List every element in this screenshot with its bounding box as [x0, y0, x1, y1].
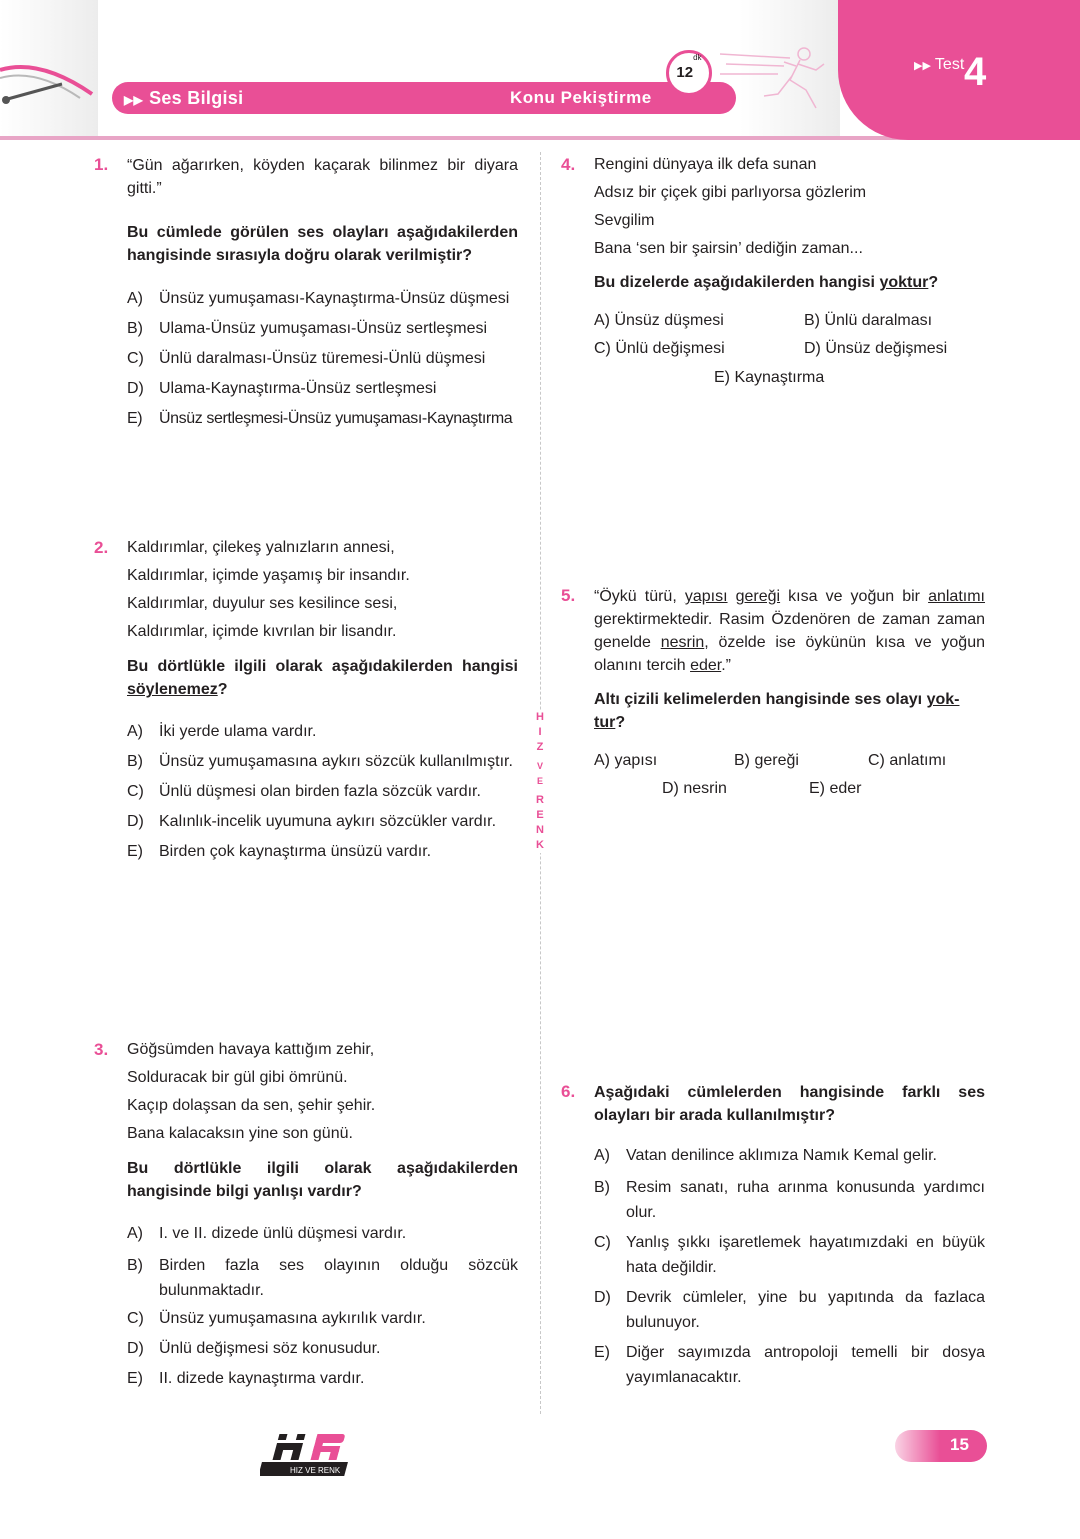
option-text: Birden fazla ses olayının olduğu sözcük bulunmaktadır. [159, 1257, 518, 1299]
speedometer-icon [0, 56, 96, 106]
option-a[interactable] [127, 721, 520, 751]
side-letter: R [536, 794, 544, 806]
page-number: 15 [950, 1435, 969, 1454]
options-list [127, 287, 520, 437]
runner-illustration [720, 34, 830, 114]
question-number: 5. [561, 586, 576, 605]
verse-line: Bana kalacaksın yine son günü. [127, 1125, 353, 1142]
option-b[interactable]: B) Ünlü daralması [804, 312, 933, 329]
section-title [124, 88, 243, 109]
underlined-word: gereği [735, 588, 781, 605]
option-a[interactable]: A) Ünsüz düşmesi [594, 312, 724, 329]
option-d[interactable] [594, 1285, 985, 1340]
verse-line: Kaldırımlar, içimde yaşamış bir insandır. [127, 567, 410, 584]
stem-text: , özelde ise öykünün kısa ve yoğun olanını tercih [594, 634, 985, 674]
double-chevron-icon: ▶▶ [124, 93, 144, 107]
stem-text: “Öykü türü, [594, 588, 677, 605]
option-letter: E) [127, 843, 143, 860]
side-letter: H [536, 711, 544, 723]
option-text: Yanlış şıkkı işaretlemek hayatımızdaki en büyük hata değildir. [626, 1234, 985, 1276]
side-letter: K [536, 839, 544, 851]
question-4 [561, 154, 987, 400]
option-e[interactable]: E) Kaynaştırma [714, 369, 825, 386]
double-chevron-icon: ▶▶ [914, 60, 931, 72]
options-grid [594, 310, 987, 400]
option-text: Ünsüz yumuşamasına aykırılık vardır. [159, 1310, 426, 1327]
question-5 [561, 585, 987, 810]
verse-line: Bana ‘sen bir şairsin’ dediğin zaman... [594, 240, 863, 257]
option-text: Ünlü daralması-Ünsüz türemesi-Ünlü düşmesi [159, 350, 486, 367]
option-c[interactable]: C) Ünlü değişmesi [594, 340, 725, 357]
prompt-text: Bu dizelerde aşağıdakilerden hangisi [594, 274, 875, 291]
option-letter: B) [127, 753, 143, 770]
option-letter: D) [594, 1289, 611, 1306]
option-letter: B) [127, 320, 143, 337]
verse-line: Kaldırımlar, çilekeş yalnızların annesi, [127, 539, 395, 556]
option-text: Ünlü değişmesi söz konusudur. [159, 1340, 381, 1357]
option-a[interactable]: A) yapısı [594, 752, 658, 769]
option-letter: D) [127, 813, 144, 830]
option-b[interactable] [127, 751, 520, 781]
stem-text: .” [721, 657, 731, 674]
option-text: Ulama-Kaynaştırma-Ünsüz sertleşmesi [159, 380, 437, 397]
side-letter: E [536, 809, 544, 821]
question-number: 6. [561, 1082, 576, 1101]
question-number: 3. [94, 1040, 109, 1059]
option-letter: D) [127, 1340, 144, 1357]
prompt-underlined: yok- [926, 691, 960, 708]
option-letter: E) [127, 410, 143, 427]
stem-text: gerektirmektedir. Rasim Özdenören de zaman zaman genelde [594, 611, 985, 651]
option-e[interactable] [127, 407, 520, 437]
option-b[interactable] [127, 1253, 518, 1308]
stem-text: kısa ve yoğun bir [788, 588, 920, 605]
option-letter: C) [127, 1310, 144, 1327]
option-d[interactable] [127, 811, 520, 841]
question-prompt [594, 688, 985, 734]
option-text: İki yerde ulama vardır. [159, 723, 317, 740]
underlined-word: yapısı [684, 588, 728, 605]
option-d[interactable]: D) nesrin [662, 780, 727, 797]
option-d[interactable] [127, 1338, 520, 1368]
verse-line: Kaldırımlar, duyulur ses kesilince sesi, [127, 595, 398, 612]
underlined-word: eder [690, 657, 722, 674]
question-6 [561, 1081, 987, 1395]
option-a[interactable] [127, 287, 520, 317]
test-label [914, 56, 964, 74]
prompt-text: Bu dörtlükle ilgili olarak aşağıdakilerden hangisi [127, 658, 518, 675]
option-text: Ünsüz yumuşaması-Kaynaştırma-Ünsüz düşmesi [159, 290, 510, 307]
question-stem: “Gün ağarırken, köyden kaçarak bilinmez bir diyara gitti.” [127, 157, 518, 197]
prompt-end: ? [615, 714, 626, 731]
question-prompt: Bu dörtlükle ilgili olarak aşağıdakilerden hangisinde bilgi yanlışı vardır? [127, 1160, 518, 1200]
question-prompt [127, 655, 518, 701]
option-a[interactable] [594, 1145, 987, 1175]
verse-line: Rengini dünyaya ilk defa sunan [594, 156, 817, 173]
question-prompt [594, 272, 987, 294]
subtitle: Konu Pekiştirme [510, 88, 652, 107]
side-letter: Z [536, 741, 544, 753]
option-letter: B) [594, 1179, 610, 1196]
option-d[interactable]: D) Ünsüz değişmesi [804, 340, 948, 357]
option-letter: D) [127, 380, 144, 397]
option-letter: B) [127, 1257, 143, 1274]
option-c[interactable] [127, 781, 520, 811]
option-c[interactable] [594, 1230, 985, 1285]
verse-line: Kaçıp dolaşsan da sen, şehir şehir. [127, 1097, 376, 1114]
options-grid [594, 750, 987, 810]
question-number: 1. [94, 155, 109, 174]
option-e[interactable] [127, 1368, 520, 1398]
option-e[interactable] [594, 1340, 985, 1395]
prompt-end: ? [217, 681, 228, 698]
option-e[interactable]: E) eder [809, 780, 862, 797]
side-letter: I [538, 726, 542, 738]
timer-unit: dk [693, 53, 702, 62]
option-text: II. dizede kaynaştırma vardır. [159, 1370, 365, 1387]
publisher-logo [260, 1432, 360, 1480]
option-c[interactable]: C) anlatımı [868, 752, 947, 769]
logo-text: HIZ VE RENK [290, 1466, 341, 1475]
option-letter: C) [127, 783, 144, 800]
prompt-underlined: tur [594, 714, 616, 731]
section-title-text: Ses Bilgisi [149, 88, 244, 108]
prompt-underlined: yoktur [879, 274, 929, 291]
option-b[interactable]: B) gereği [734, 752, 799, 769]
option-c[interactable] [127, 347, 520, 377]
option-letter: A) [127, 723, 143, 740]
question-3 [94, 1039, 520, 1398]
option-letter: A) [594, 1147, 610, 1164]
verse-line: Sevgilim [594, 212, 655, 229]
side-letter: V [536, 761, 543, 771]
verse-line: Göğsümden havaya kattığım zehir, [127, 1041, 375, 1058]
underlined-word: anlatımı [928, 588, 985, 605]
option-letter: C) [594, 1234, 611, 1251]
question-number: 2. [94, 538, 109, 557]
options-list [127, 1223, 520, 1398]
test-label-text: Test [934, 56, 965, 73]
option-a[interactable] [127, 1223, 520, 1253]
option-text: Birden çok kaynaştırma ünsüzü vardır. [159, 843, 432, 860]
page-badge-fade [880, 1430, 940, 1462]
timer-minutes: 12 [676, 64, 694, 81]
question-2 [94, 537, 520, 871]
option-letter: A) [127, 1225, 143, 1242]
option-text: Devrik cümleler, yine bu yapıtında da fazlaca bulunuyor. [626, 1289, 985, 1331]
option-letter: C) [127, 350, 144, 367]
question-prompt: Aşağıdaki cümlelerden hangisinde farklı ses olayları bir arada kullanılmıştır? [594, 1084, 985, 1124]
option-text: Ünlü düşmesi olan birden fazla sözcük vardır. [159, 783, 481, 800]
option-d[interactable] [127, 377, 520, 407]
verse-line: Solduracak bir gül gibi ömrünü. [127, 1069, 348, 1086]
option-text: Diğer sayımızda antropoloji temelli bir dosya yayımlanacaktır. [626, 1344, 985, 1386]
side-brand-text [531, 710, 549, 853]
prompt-underlined: söylenemez [127, 681, 218, 698]
test-number: 4 [964, 50, 987, 94]
underlined-word: nesrin [660, 634, 705, 651]
option-b[interactable] [594, 1175, 985, 1230]
option-text: I. ve II. dizede ünlü düşmesi vardır. [159, 1225, 407, 1242]
option-b[interactable] [127, 317, 520, 347]
options-list [594, 1145, 987, 1395]
page-header [0, 0, 1080, 140]
prompt-text: Altı çizili kelimelerden hangisinde ses olayı [594, 691, 923, 708]
option-text: Ulama-Ünsüz yumuşaması-Ünsüz sertleşmesi [159, 320, 488, 337]
question-stem [594, 585, 985, 677]
options-list [127, 721, 520, 871]
option-text: Resim sanatı, ruha arınma konusunda yardımcı olur. [626, 1179, 985, 1221]
question-number: 4. [561, 155, 576, 174]
option-c[interactable] [127, 1308, 520, 1338]
verse-line: Adsız bir çiçek gibi parlıyorsa gözlerim [594, 184, 867, 201]
option-text: Kalınlık-incelik uyumuna aykırı sözcükler vardır. [159, 813, 497, 830]
timer-badge [666, 50, 712, 96]
option-text: Ünsüz yumuşamasına aykırı sözcük kullanılmıştır. [159, 753, 513, 770]
option-letter: A) [127, 290, 143, 307]
option-text: Vatan denilince aklımıza Namık Kemal gelir. [626, 1147, 937, 1164]
verse-line: Kaldırımlar, içimde kıvrılan bir lisandır. [127, 623, 397, 640]
prompt-end: ? [928, 274, 939, 291]
option-text: Ünsüz sertleşmesi-Ünsüz yumuşaması-Kaynaştırma [159, 410, 513, 427]
option-e[interactable] [127, 841, 520, 871]
option-letter: E) [594, 1344, 610, 1361]
question-1 [94, 154, 520, 437]
side-letter: N [536, 824, 544, 836]
question-prompt: Bu cümlede görülen ses olayları aşağıdakilerden hangisinde sırasıyla doğru olarak verilmiştir? [127, 224, 518, 264]
option-letter: E) [127, 1370, 143, 1387]
side-letter: E [536, 776, 543, 786]
